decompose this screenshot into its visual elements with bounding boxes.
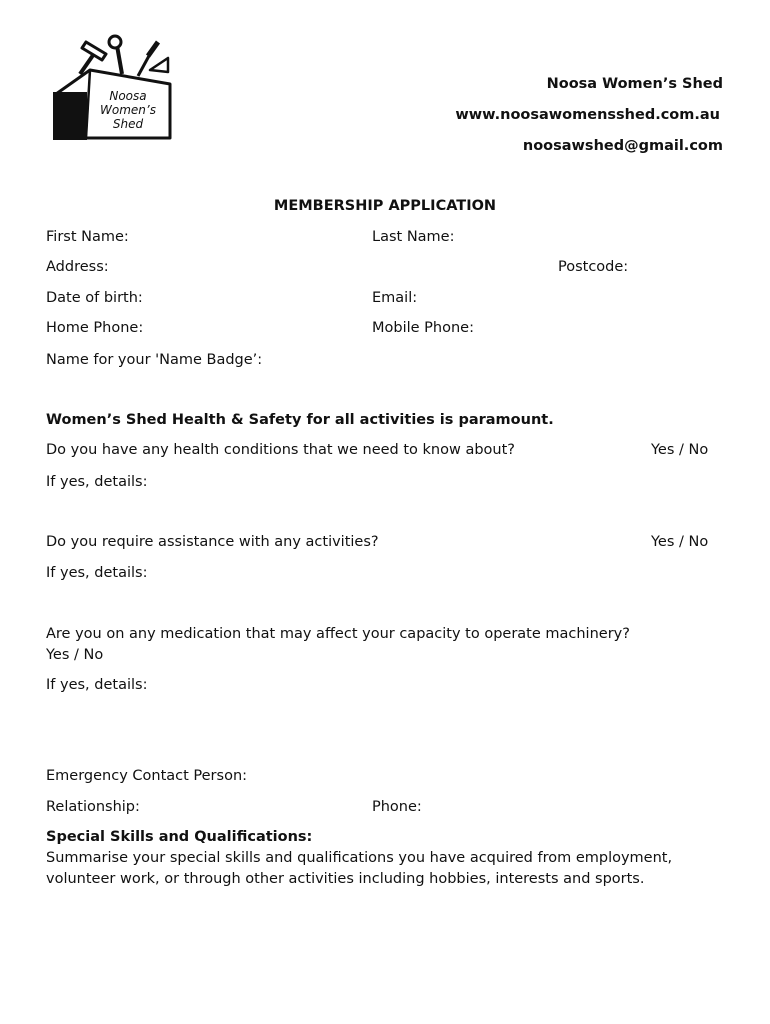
health-details-1: If yes, details: bbox=[46, 474, 148, 490]
health-answer-3: Yes / No bbox=[46, 647, 104, 663]
health-details-3: If yes, details: bbox=[46, 677, 148, 693]
email-label: Email: bbox=[372, 290, 418, 306]
home-phone-label: Home Phone: bbox=[46, 320, 144, 336]
health-heading: Women’s Shed Health & Safety for all activities is paramount. bbox=[46, 412, 554, 428]
badge-name-label: Name for your 'Name Badge’: bbox=[46, 352, 263, 368]
emergency-phone-label: Phone: bbox=[372, 799, 422, 815]
noosa-womens-shed-logo bbox=[50, 34, 175, 142]
first-name-label: First Name: bbox=[46, 229, 129, 245]
health-question-2: Do you require assistance with any activities? bbox=[46, 534, 379, 550]
mobile-phone-label: Mobile Phone: bbox=[372, 320, 474, 336]
org-website[interactable]: www.noosawomensshed.com.au bbox=[455, 107, 720, 123]
health-details-2: If yes, details: bbox=[46, 565, 148, 581]
health-question-1: Do you have any health conditions that we need to know about? bbox=[46, 442, 515, 458]
address-label: Address: bbox=[46, 259, 109, 275]
postcode-label: Postcode: bbox=[558, 259, 629, 275]
org-name: Noosa Women’s Shed bbox=[546, 76, 723, 92]
skills-heading: Special Skills and Qualifications: bbox=[46, 829, 313, 845]
logo-text-womens: Women’s bbox=[100, 103, 156, 117]
toolbox-icon bbox=[53, 36, 170, 140]
logo-text-shed: Shed bbox=[112, 117, 144, 131]
logo-text-noosa: Noosa bbox=[109, 89, 147, 103]
form-title: MEMBERSHIP APPLICATION bbox=[273, 198, 497, 214]
skills-text-line-2: volunteer work, or through other activities including hobbies, interests and sports. bbox=[46, 871, 645, 887]
skills-text-line-1: Summarise your special skills and qualifications you have acquired from employment, bbox=[46, 850, 673, 866]
dob-label: Date of birth: bbox=[46, 290, 143, 306]
relationship-label: Relationship: bbox=[46, 799, 140, 815]
org-email[interactable]: noosawshed@gmail.com bbox=[522, 138, 723, 154]
health-question-3: Are you on any medication that may affect your capacity to operate machinery? bbox=[46, 626, 630, 642]
health-answer-2: Yes / No bbox=[651, 534, 709, 550]
emergency-contact-label: Emergency Contact Person: bbox=[46, 768, 248, 784]
health-answer-1: Yes / No bbox=[651, 442, 709, 458]
last-name-label: Last Name: bbox=[372, 229, 455, 245]
